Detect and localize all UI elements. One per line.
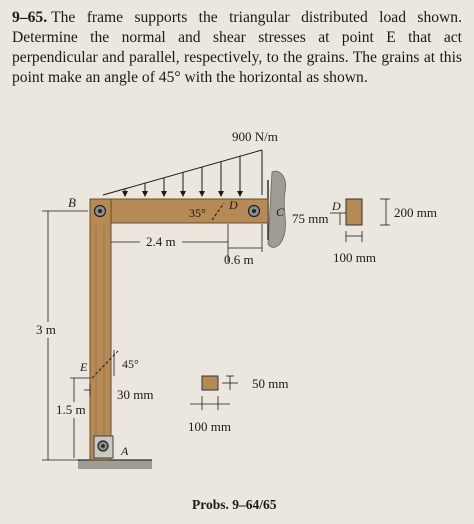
problem-text: The frame supports the triangular distributed load shown. Determine the normal and shear stresses at point E that act perpendicular and parallel, respectively, to the grains. The grains at this point make an angle of 45° with the horizontal as shown. bbox=[12, 9, 462, 86]
section-e-50mm: 50 mm bbox=[252, 376, 289, 391]
distributed-load bbox=[103, 150, 262, 196]
dim-30mm: 30 mm bbox=[117, 387, 154, 402]
dim-1-5m: 1.5 m bbox=[56, 402, 86, 417]
section-e-100mm: 100 mm bbox=[188, 419, 231, 434]
figure-caption: Probs. 9–64/65 bbox=[192, 497, 277, 512]
point-e-label: E bbox=[80, 360, 88, 374]
angle-beam-label: 35° bbox=[189, 206, 206, 220]
dim-2-4m: 2.4 m bbox=[146, 234, 176, 249]
point-a-label: A bbox=[121, 444, 129, 458]
vertical-post bbox=[90, 199, 111, 460]
section-e bbox=[190, 376, 238, 410]
horizontal-beam bbox=[90, 199, 268, 223]
point-d-label: D bbox=[229, 198, 238, 212]
angle-post-label: 45° bbox=[122, 357, 139, 371]
section-d-75mm: 75 mm bbox=[292, 211, 329, 226]
section-d-100mm: 100 mm bbox=[333, 250, 376, 265]
point-c-label: C bbox=[276, 205, 285, 219]
ground-support bbox=[78, 460, 152, 469]
section-d-label: D bbox=[332, 199, 341, 213]
section-d-200mm: 200 mm bbox=[394, 205, 437, 220]
dim-3m: 3 m bbox=[36, 322, 56, 337]
problem-number: 9–65. bbox=[12, 9, 48, 26]
point-b-label: B bbox=[68, 195, 76, 210]
dim-0-6m: 0.6 m bbox=[224, 252, 254, 267]
load-label: 900 N/m bbox=[232, 129, 278, 144]
